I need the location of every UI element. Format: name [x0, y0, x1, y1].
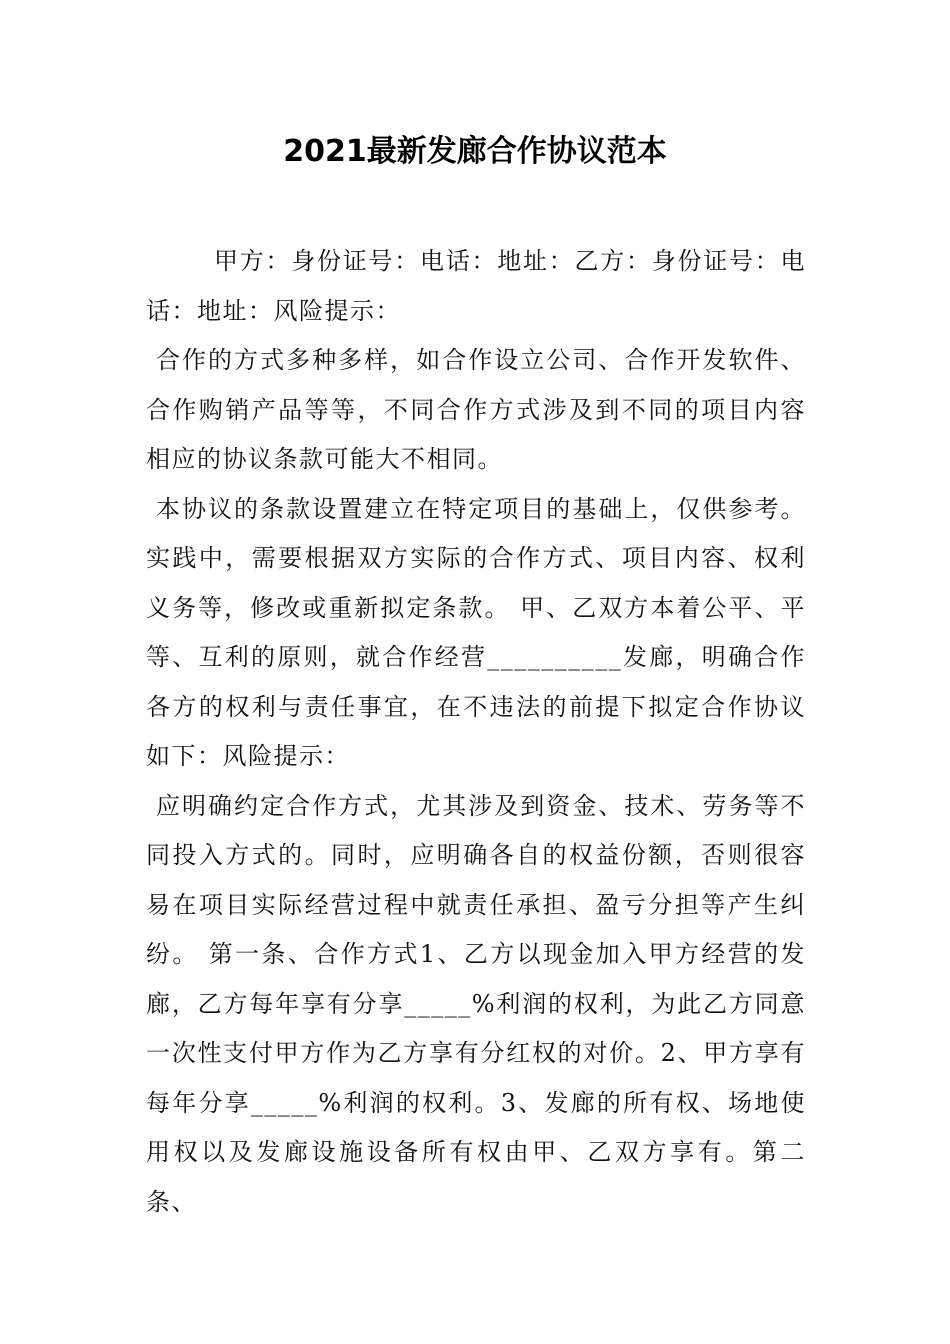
paragraph-article-one: 应明确约定合作方式，尤其涉及到资金、技术、劳务等不同投入方式的。同时，应明确各自的权益份额，否则很容易在项目实际经营过程中就责任承担、盈亏分担等产生纠纷。 第一条、合作方式1、乙方以现金加入甲方经营的发廊，乙方每年享有分享_____%利润的权利，为此乙方同意一次性支付甲方作为乙方享有分红权的对价。2、甲方享有每年分享_____%利润的权利。3、发廊的所有权、场地使用权以及发廊设施设备所有权由甲、乙双方享有。第二条、 [146, 791, 806, 1216]
paragraph-parties: 甲方：身份证号：电话：地址：乙方：身份证号：电话：地址：风险提示： [146, 247, 806, 325]
document-title: 2021最新发廊合作协议范本 [283, 134, 667, 169]
paragraph-risk-note-cooperation: 合作的方式多种多样，如合作设立公司、合作开发软件、合作购销产品等等，不同合作方式涉及到不同的项目内容相应的协议条款可能大不相同。 [146, 346, 806, 473]
document-body [146, 237, 806, 1227]
paragraph-preamble: 本协议的条款设置建立在特定项目的基础上，仅供参考。实践中，需要根据双方实际的合作方式、项目内容、权利义务等，修改或重新拟定条款。 甲、乙双方本着公平、平等、互利的原则，就合作经营__________发廊，明确合作各方的权利与责任事宜，在不违法的前提下拟定合作协议如下：风险提示： [146, 494, 806, 770]
